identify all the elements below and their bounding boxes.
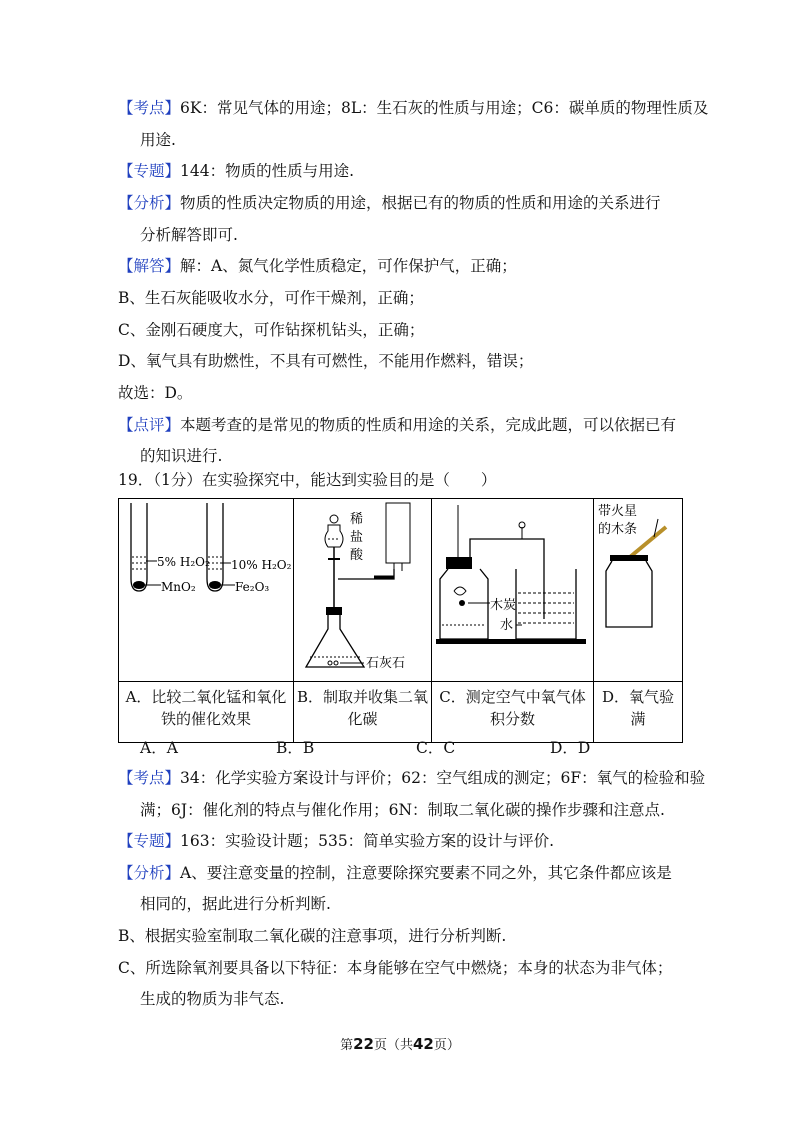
kaodian-tag: 【考点】	[118, 99, 181, 117]
zhuanti-line	[118, 161, 354, 181]
label-suan: 酸	[350, 548, 364, 563]
footer-post: 页）	[433, 1038, 460, 1053]
experiment-table	[118, 498, 683, 743]
analysis-line-c-cont: 生成的物质为非气态.	[140, 990, 285, 1008]
footer-pre: 第	[340, 1038, 354, 1053]
caption-b: B．制取并收集二氧化碳	[294, 682, 432, 743]
label-yan: 盐	[350, 530, 364, 545]
zhuanti2-line	[118, 831, 554, 851]
oxygen-full-check-diagram	[594, 499, 683, 677]
page-number: 22	[353, 1035, 374, 1053]
figure-a	[119, 499, 294, 682]
fenxi-text: 物质的性质决定物质的用途，根据已有的物质的性质和用途的关系进行	[180, 194, 661, 212]
kaodian2-line	[118, 768, 705, 788]
option-d: D．D	[550, 739, 591, 757]
kaodian-cont: 用途.	[140, 131, 176, 149]
kaodian2-text: 34：化学实验方案设计与评价；62：空气组成的测定；6F：氧气的检验和验	[180, 769, 706, 787]
zhuanti-tag: 【专题】	[118, 162, 181, 180]
fenxi-tag: 【分析】	[118, 194, 181, 212]
label-mno2: MnO₂	[161, 580, 196, 594]
answer-line-d: D、氧气具有助燃性，不具有可燃性，不能用作燃料，错误；	[118, 352, 534, 370]
footer-mid: 页（共	[373, 1038, 413, 1053]
test-tubes-diagram	[119, 499, 294, 677]
zhuanti2-tag: 【专题】	[118, 832, 181, 850]
dianping-tag: 【点评】	[118, 416, 181, 434]
dianping-line	[118, 415, 676, 435]
zhuanti-text: 144：物质的性质与用途.	[180, 162, 355, 180]
label-stick: 的木条	[598, 522, 638, 537]
caption-a: A．比较二氧化锰和氧化铁的催化效果	[119, 682, 294, 743]
dianping-text: 本题考查的是常见的物质的性质和用途的关系，完成此题，可以依据已有	[180, 416, 677, 434]
answer-line-c: C、金刚石硬度大，可作钻探机钻头，正确；	[118, 321, 425, 339]
page-footer	[0, 1034, 800, 1053]
kaodian2-tag: 【考点】	[118, 769, 181, 787]
fenxi-line	[118, 193, 661, 213]
option-c: C．C	[416, 739, 456, 757]
analysis-line-c: C、所选除氧剂要具备以下特征：本身能够在空气中燃烧；本身的状态为非气体；	[118, 959, 673, 977]
jieda-tag: 【解答】	[118, 257, 181, 275]
option-b: B．B	[276, 739, 315, 757]
fenxi2-line	[118, 863, 672, 883]
answer-choice: 故选：D。	[118, 384, 193, 402]
jieda-line	[118, 256, 517, 276]
question-stem: 19．（1分）在实验探究中，能达到实验目的是（ ）	[118, 471, 497, 489]
figure-b	[294, 499, 432, 682]
jieda-text: 解：A、氮气化学性质稳定，可作保护气，正确；	[180, 257, 517, 275]
label-xi: 稀	[350, 512, 364, 527]
dianping-cont: 的知识进行.	[140, 447, 223, 465]
co2-apparatus-diagram	[294, 499, 432, 677]
label-glowing: 带火星	[598, 504, 638, 519]
page-total: 42	[413, 1035, 434, 1053]
fenxi2-tag: 【分析】	[118, 864, 181, 882]
oxygen-measurement-diagram	[432, 499, 594, 677]
figure-c	[432, 499, 594, 682]
label-limestone: 石灰石	[366, 656, 406, 671]
label-charcoal: 木炭	[490, 598, 517, 613]
figure-d	[594, 499, 683, 682]
label-fe2o3: Fe₂O₃	[235, 580, 270, 594]
fenxi2-text: A、要注意变量的控制，注意要除探究要素不同之外，其它条件都应该是	[180, 864, 672, 882]
kaodian2-cont: 满；6J：催化剂的特点与催化作用；6N：制取二氧化碳的操作步骤和注意点.	[140, 801, 665, 819]
analysis-line-b: B、根据实验室制取二氧化碳的注意事项，进行分析判断.	[118, 927, 507, 945]
label-5pct-h2o2: 5% H₂O₂	[157, 555, 210, 569]
kaodian-line	[118, 98, 708, 118]
kaodian-text: 6K：常见气体的用途；8L：生石灰的性质与用途；C6：碳单质的物理性质及	[180, 99, 709, 117]
fenxi2-cont: 相同的，据此进行分析判断.	[140, 895, 331, 913]
caption-d: D．氧气验满	[594, 682, 683, 743]
fenxi-cont: 分析解答即可.	[140, 226, 238, 244]
answer-line-b: B、生石灰能吸收水分，可作干燥剂，正确；	[118, 289, 424, 307]
zhuanti2-text: 163：实验设计题；535：简单实验方案的设计与评价.	[180, 832, 555, 850]
label-10pct-h2o2: 10% H₂O₂	[231, 558, 292, 572]
label-water: 水	[500, 618, 514, 633]
option-a: A．A	[140, 739, 178, 757]
caption-c: C．测定空气中氧气体积分数	[432, 682, 594, 743]
